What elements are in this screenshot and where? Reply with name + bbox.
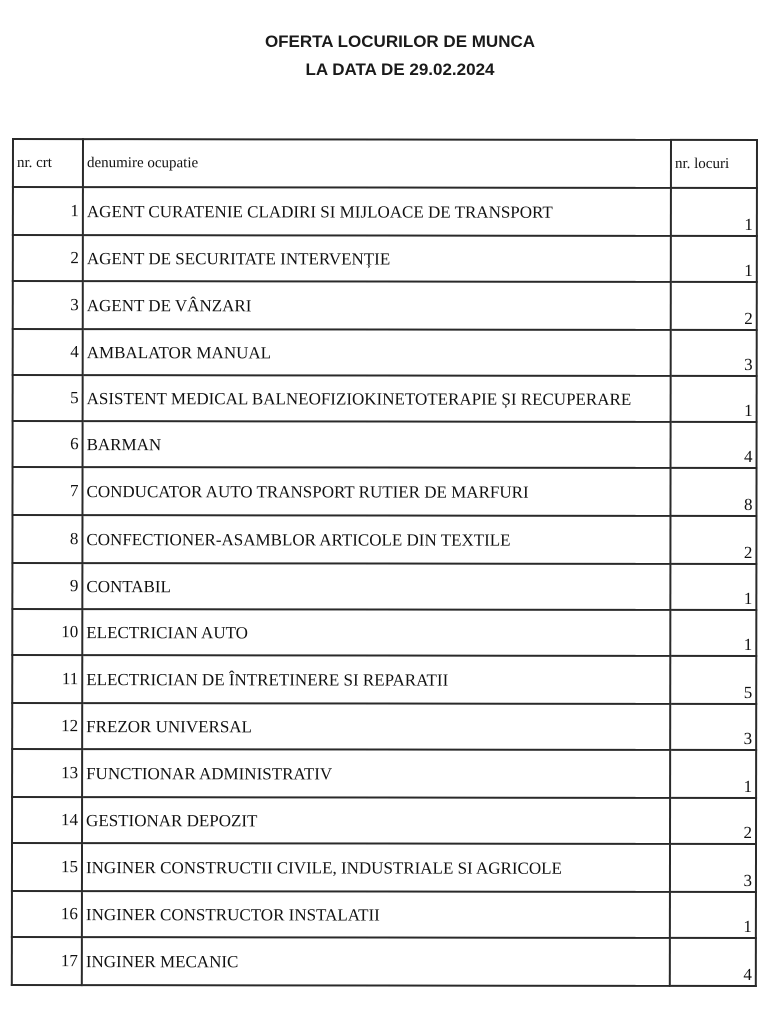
row-number: 3 xyxy=(13,281,83,329)
page-title: OFERTA LOCURILOR DE MUNCA xyxy=(264,32,536,51)
table-row xyxy=(12,797,756,844)
row-number: 2 xyxy=(13,235,83,281)
column-header-nr: nr. crt xyxy=(13,139,83,187)
row-number: 9 xyxy=(12,563,82,609)
column-header-name: denumire ocupatie xyxy=(83,139,671,188)
places-count: 1 xyxy=(670,750,756,798)
places-count: 3 xyxy=(670,844,756,892)
occupation-name: FREZOR UNIVERSAL xyxy=(82,703,670,750)
table-row xyxy=(13,375,757,422)
places-count: 3 xyxy=(671,330,757,376)
table-header-row xyxy=(13,139,757,188)
row-number: 12 xyxy=(12,703,82,749)
places-count: 4 xyxy=(671,422,757,468)
occupation-name: CONTABIL xyxy=(82,563,670,610)
row-number: 11 xyxy=(12,655,82,703)
row-number: 13 xyxy=(12,749,82,797)
places-count: 1 xyxy=(670,610,756,656)
row-number: 8 xyxy=(12,515,82,563)
occupation-name: AGENT CURATENIE CLADIRI SI MIJLOACE DE TRANSPORT xyxy=(83,187,671,236)
row-number: 5 xyxy=(13,375,83,421)
places-count: 1 xyxy=(670,892,756,938)
places-count: 5 xyxy=(670,656,756,704)
places-count: 2 xyxy=(670,798,756,844)
row-number: 15 xyxy=(12,843,82,891)
row-number: 16 xyxy=(12,891,82,937)
places-count: 2 xyxy=(670,516,756,564)
table-row xyxy=(12,937,756,986)
table-row xyxy=(12,515,756,564)
occupation-name: CONDUCATOR AUTO TRANSPORT RUTIER DE MARFURI xyxy=(82,467,670,516)
occupation-name: ELECTRICIAN AUTO xyxy=(82,609,670,656)
table-row xyxy=(12,467,756,516)
table-row xyxy=(12,749,756,798)
jobs-table xyxy=(11,138,758,987)
places-count: 8 xyxy=(670,468,756,516)
table-row xyxy=(12,891,756,938)
places-count: 2 xyxy=(671,282,757,330)
table-row xyxy=(12,563,756,610)
occupation-name: INGINER MECANIC xyxy=(82,937,670,986)
row-number: 10 xyxy=(12,609,82,655)
table-row xyxy=(12,843,756,892)
occupation-name: AGENT DE SECURITATE INTERVENȚIE xyxy=(83,235,671,282)
places-count: 4 xyxy=(670,938,756,986)
occupation-name: CONFECTIONER-ASAMBLOR ARTICOLE DIN TEXTILE xyxy=(82,515,670,564)
table-row xyxy=(12,703,756,750)
table-row xyxy=(12,609,756,656)
occupation-name: FUNCTIONAR ADMINISTRATIV xyxy=(82,749,670,798)
places-count: 3 xyxy=(670,704,756,750)
table-row xyxy=(12,655,756,704)
row-number: 14 xyxy=(12,797,82,843)
occupation-name: INGINER CONSTRUCTOR INSTALATII xyxy=(82,891,670,938)
row-number: 4 xyxy=(13,329,83,375)
table-row xyxy=(13,235,757,282)
row-number: 1 xyxy=(13,187,83,235)
occupation-name: GESTIONAR DEPOZIT xyxy=(82,797,670,844)
occupation-name: ASISTENT MEDICAL BALNEOFIZIOKINETOTERAPIE ȘI RECUPERARE xyxy=(83,375,671,422)
occupation-name: AMBALATOR MANUAL xyxy=(83,329,671,376)
occupation-name: ELECTRICIAN DE ÎNTRETINERE SI REPARATII xyxy=(82,655,670,704)
places-count: 1 xyxy=(670,564,756,610)
table-row xyxy=(13,281,757,330)
row-number: 7 xyxy=(12,467,82,515)
row-number: 6 xyxy=(13,421,83,467)
page-subtitle: LA DATA DE 29.02.2024 xyxy=(305,60,495,79)
occupation-name: AGENT DE VÂNZARI xyxy=(83,281,671,330)
places-count: 1 xyxy=(671,188,757,236)
table-row xyxy=(13,421,757,468)
table-row xyxy=(13,329,757,376)
page-header xyxy=(0,28,760,84)
places-count: 1 xyxy=(671,376,757,422)
occupation-name: BARMAN xyxy=(83,421,671,468)
column-header-places: nr. locuri xyxy=(671,140,757,188)
places-count: 1 xyxy=(671,236,757,282)
table-row xyxy=(13,187,757,236)
row-number: 17 xyxy=(12,937,82,985)
occupation-name: INGINER CONSTRUCTII CIVILE, INDUSTRIALE SI AGRICOLE xyxy=(82,843,670,892)
